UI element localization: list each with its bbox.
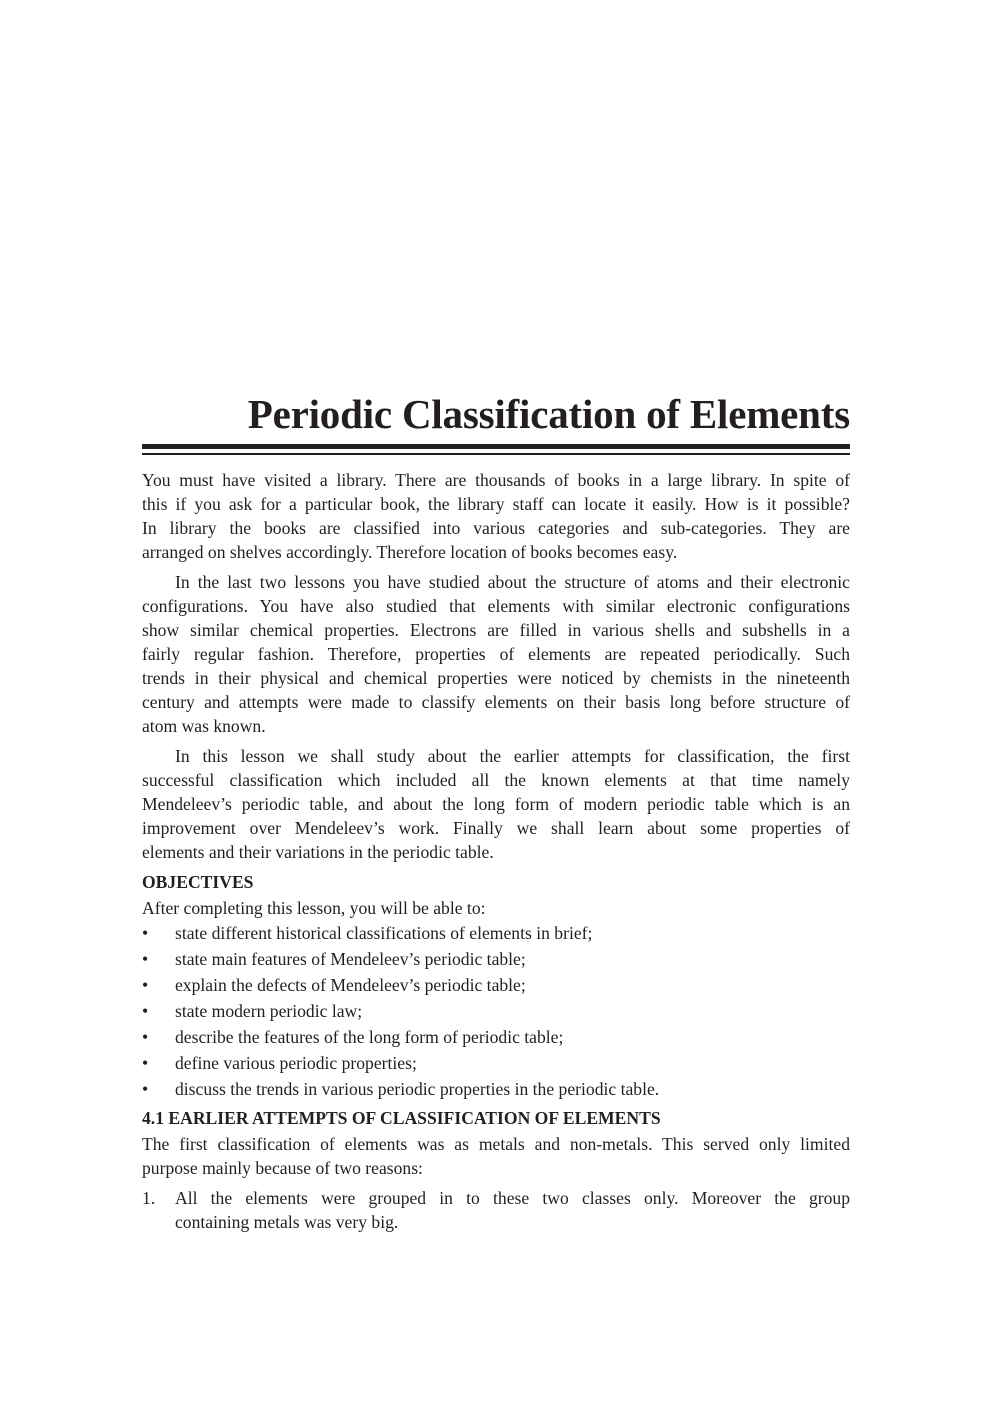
bullet-icon: • xyxy=(142,1027,149,1047)
bullet-icon: • xyxy=(142,949,149,969)
text-line: Mendeleev’s periodic table, and about the long form of modern periodic table which is an xyxy=(142,794,850,814)
page-title: Periodic Classification of Elements xyxy=(247,391,850,437)
text-line: configurations. You have also studied that elements with similar electronic configurations xyxy=(142,596,850,616)
objective-text: describe the features of the long form of periodic table; xyxy=(175,1027,564,1047)
text-line: improvement over Mendeleev’s work. Finally we shall learn about some properties of xyxy=(142,818,850,838)
section-heading: 4.1 EARLIER ATTEMPTS OF CLASSIFICATION OF ELEMENTS xyxy=(142,1108,661,1128)
text-line: containing metals was very big. xyxy=(175,1212,399,1232)
objective-text: state modern periodic law; xyxy=(175,1001,363,1021)
text-line: In the last two lessons you have studied about the structure of atoms and their electronic xyxy=(175,572,850,592)
bullet-icon: • xyxy=(142,1053,149,1073)
section-paragraph xyxy=(142,1132,850,1180)
objective-item xyxy=(142,1024,850,1050)
objective-item xyxy=(142,972,850,998)
text-line: arranged on shelves accordingly. Therefore location of books becomes easy. xyxy=(142,542,678,562)
numbered-item xyxy=(142,1186,850,1234)
objective-item xyxy=(142,946,850,972)
text-line: In library the books are classified into various categories and sub-categories. They are xyxy=(142,518,850,538)
text-line: purpose mainly because of two reasons: xyxy=(142,1158,423,1178)
text-line: The first classification of elements was as metals and non-metals. This served only limited xyxy=(142,1134,850,1154)
text-line: You must have visited a library. There are thousands of books in a large library. In spite of xyxy=(142,470,850,490)
text-line: elements and their variations in the periodic table. xyxy=(142,842,494,862)
section-numbered-list xyxy=(142,1186,850,1234)
text-line: In this lesson we shall study about the earlier attempts for classification, the first xyxy=(175,746,850,766)
intro-paragraph xyxy=(142,744,850,864)
text-line: century and attempts were made to classify elements on their basis long before structure of xyxy=(142,692,850,712)
bullet-icon: • xyxy=(142,1001,149,1021)
text-line: this if you ask for a particular book, the library staff can locate it easily. How is it possible? xyxy=(142,494,850,514)
bullet-icon: • xyxy=(142,923,149,943)
text-line: atom was known. xyxy=(142,716,266,736)
intro-paragraph xyxy=(142,468,850,564)
objective-text: state different historical classifications of elements in brief; xyxy=(175,923,593,943)
item-number: 1. xyxy=(142,1188,156,1208)
text-line: fairly regular fashion. Therefore, properties of elements are repeated periodically. Such xyxy=(142,644,850,664)
text-line: All the elements were grouped in to these two classes only. Moreover the group xyxy=(175,1188,850,1208)
objective-item xyxy=(142,1076,850,1102)
objectives-lead: After completing this lesson, you will be able to: xyxy=(142,898,486,918)
title-rule-thick xyxy=(142,444,850,449)
bullet-icon: • xyxy=(142,975,149,995)
intro-section xyxy=(142,468,850,864)
text-line: show similar chemical properties. Electrons are filled in various shells and subshells in a xyxy=(142,620,850,640)
objectives-heading: OBJECTIVES xyxy=(142,872,254,892)
bullet-icon: • xyxy=(142,1079,149,1099)
objective-text: state main features of Mendeleev’s periodic table; xyxy=(175,949,526,969)
intro-paragraph xyxy=(142,570,850,738)
objectives-list xyxy=(142,920,850,1102)
objective-text: define various periodic properties; xyxy=(175,1053,417,1073)
objective-item xyxy=(142,1050,850,1076)
text-line: successful classification which included all the known elements at that time namely xyxy=(142,770,850,790)
text-line: trends in their physical and chemical properties were noticed by chemists in the nineteenth xyxy=(142,668,850,688)
objective-text: discuss the trends in various periodic properties in the periodic table. xyxy=(175,1079,660,1099)
title-rule-thin xyxy=(142,453,850,455)
objective-item xyxy=(142,920,850,946)
objective-text: explain the defects of Mendeleev’s periodic table; xyxy=(175,975,526,995)
document-body xyxy=(142,468,850,1234)
objective-item xyxy=(142,998,850,1024)
